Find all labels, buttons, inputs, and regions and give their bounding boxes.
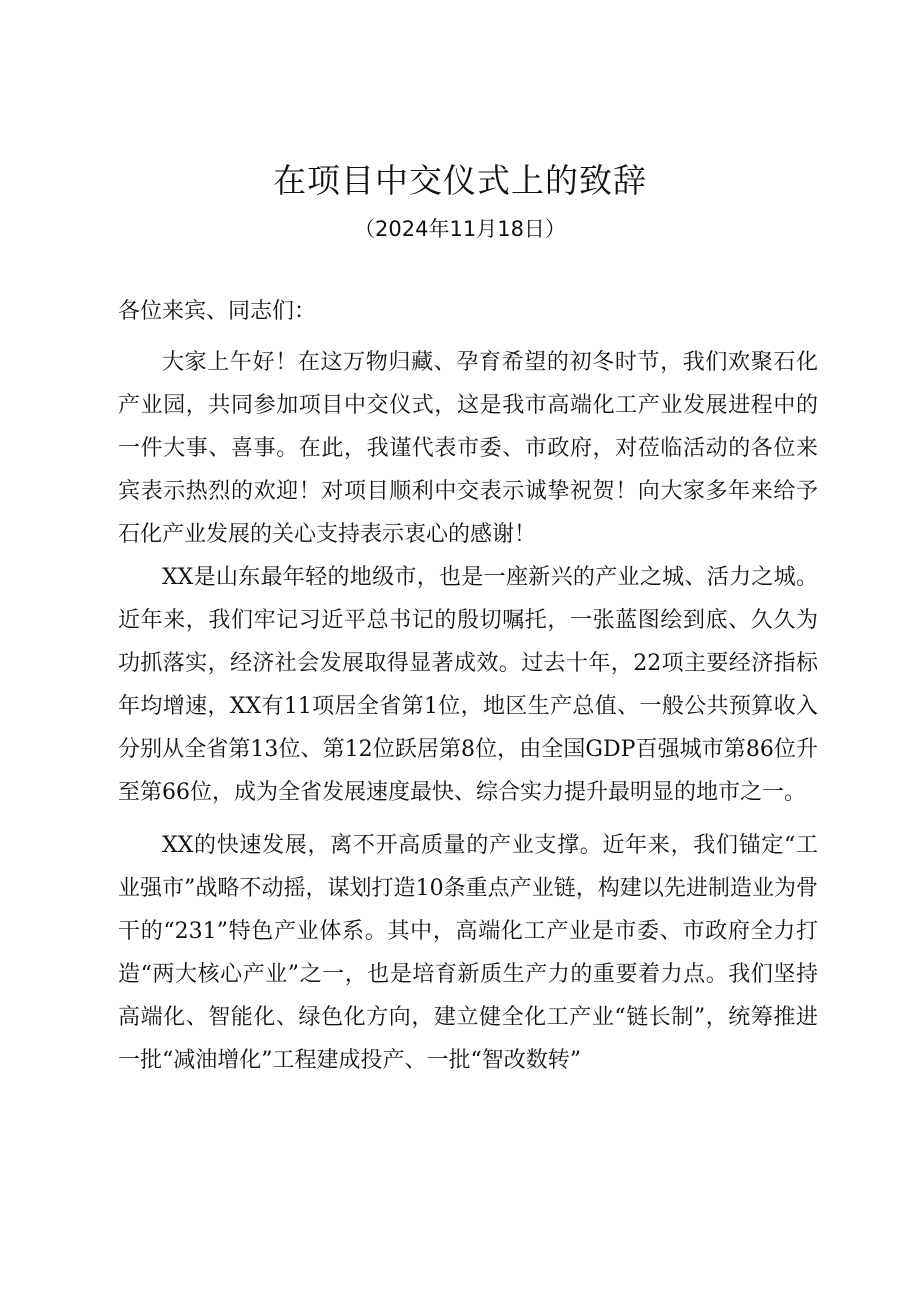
- salutation: 各位来宾、同志们：: [118, 299, 317, 324]
- paragraph-2: XX是山东最年轻的地级市，也是一座新兴的产业之城、活力之城。近年来，我们牢记习近平总书记的殷切嘱托，一张蓝图绘到底、久久为功抓落实，经济社会发展取得显著成效。过去十年，22项主要经济指标年均增速，XX有11项居全省第1位，地区生产总值、一般公共预算收入分别从全省第13位、第12位跃居第8位，由全国GDP百强城市第86位升至第66位，成为全省发展速度最快、综合实力提升最明显的地市之一。: [118, 565, 818, 805]
- paragraph-1: 大家上午好！在这万物归藏、孕育希望的初冬时节，我们欢聚石化产业园，共同参加项目中交仪式，这是我市高端化工产业发展进程中的一件大事、喜事。在此，我谨代表市委、市政府，对莅临活动的各位来宾表示热烈的欢迎！对项目顺利中交表示诚挚祝贺！向大家多年来给予石化产业发展的关心支持表示衷心的感谢！: [118, 350, 818, 547]
- document-date: （2024年11月18日）: [354, 217, 566, 241]
- paragraph-3: XX的快速发展，离不开高质量的产业支撑。近年来，我们锚定“工业强市”战略不动摇，谋划打造10条重点产业链，构建以先进制造业为骨干的“231”特色产业体系。其中，高端化工产业是市委、市政府全力打造“两大核心产业”之一，也是培育新质生产力的重要着力点。我们坚持高端化、智能化、绿色化方向，建立健全化工产业“链长制”，统筹推进一批“减油增化”工程建成投产、一批“智改数转”: [118, 833, 818, 1073]
- document-title: 在项目中交仪式上的致辞: [273, 161, 647, 200]
- document-body: [118, 290, 818, 1082]
